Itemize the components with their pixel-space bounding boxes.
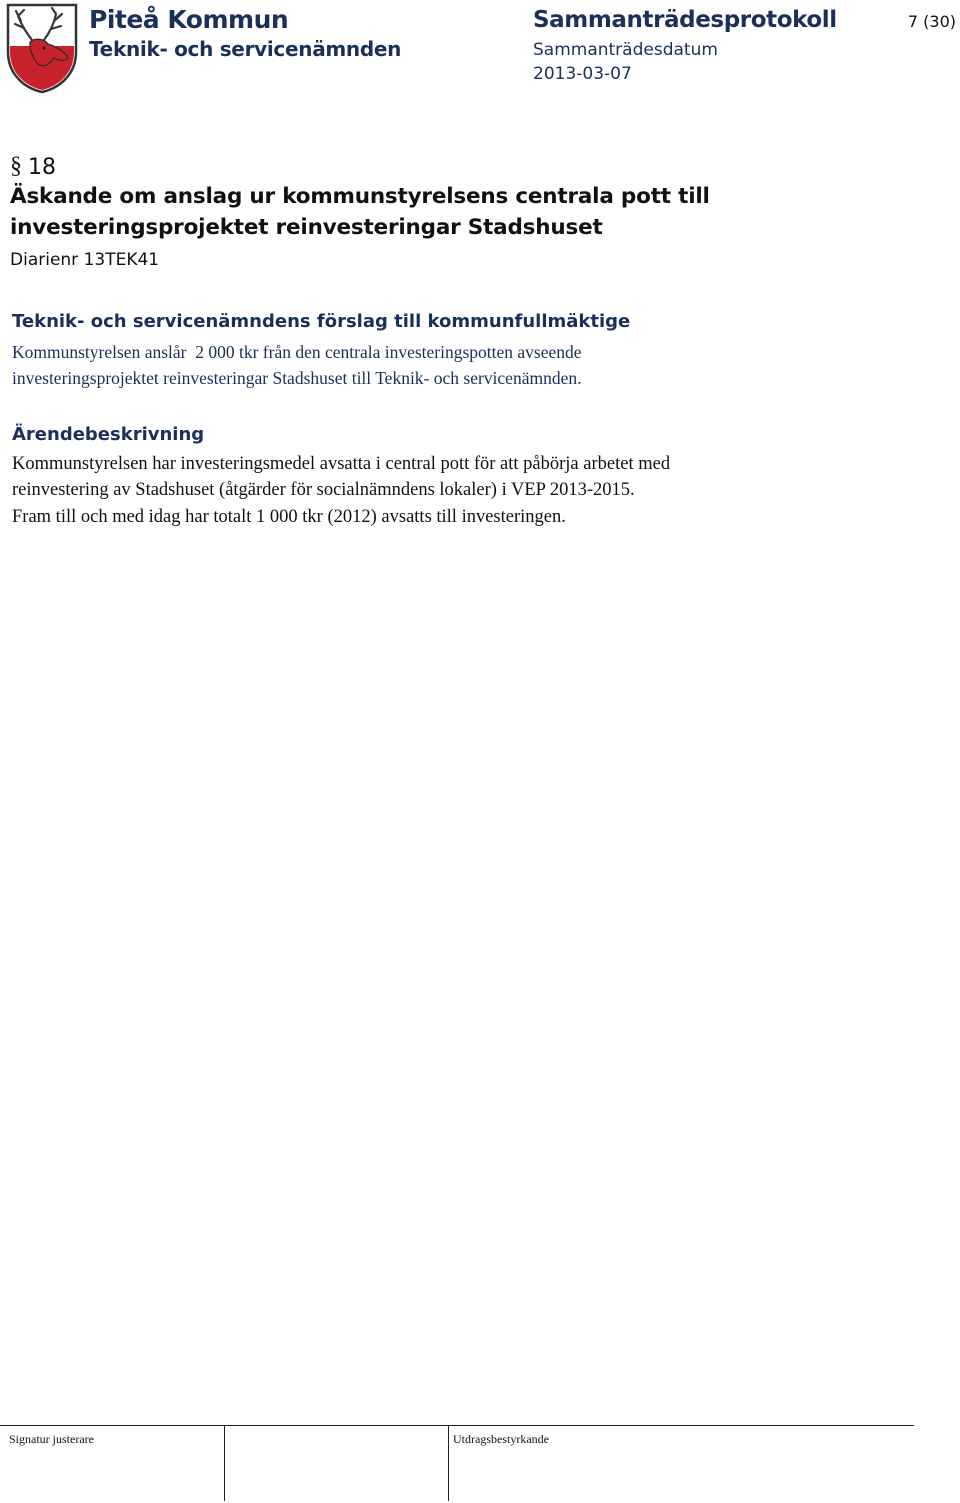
meeting-date-value: 2013-03-07 xyxy=(533,64,632,84)
footer-divider xyxy=(0,1425,914,1426)
section-symbol: § xyxy=(10,153,22,179)
section-number: 18 xyxy=(28,155,56,180)
case-number: Diarienr 13TEK41 xyxy=(10,250,160,270)
section-title-line: Äskande om anslag ur kommunstyrelsens centrala pott till xyxy=(10,184,710,209)
logo xyxy=(4,2,80,94)
organization-name: Piteå Kommun xyxy=(89,5,289,34)
section-title-line: investeringsprojektet reinvesteringar Stadshuset xyxy=(10,215,603,240)
description-text-line: reinvestering av Stadshuset (åtgärder för socialnämndens lokaler) i VEP 2013-2015. xyxy=(12,480,635,500)
footer-column-divider xyxy=(224,1425,225,1501)
page-number: 7 (30) xyxy=(907,12,956,31)
footer-column-divider xyxy=(448,1425,449,1501)
description-text-line: Kommunstyrelsen har investeringsmedel avsatta i central pott för att påbörja arbetet med xyxy=(12,454,671,474)
document-type: Sammanträdesprotokoll xyxy=(533,7,837,33)
proposal-heading: Teknik- och servicenämndens förslag till kommunfullmäktige xyxy=(12,311,631,332)
reindeer-coat-of-arms-icon xyxy=(4,2,80,94)
proposal-text-line: investeringsprojektet reinvesteringar Stadshuset till Teknik- och servicenämnden. xyxy=(12,368,582,388)
description-text-line: Fram till och med idag har totalt 1 000 tkr (2012) avsatts till investeringen. xyxy=(12,507,566,527)
description-heading: Ärendebeskrivning xyxy=(12,424,205,445)
signature-label: Signatur justerare xyxy=(9,1432,94,1446)
committee-name: Teknik- och servicenämnden xyxy=(89,37,402,61)
meeting-date-label: Sammanträdesdatum xyxy=(533,40,718,60)
proposal-text-line: Kommunstyrelsen anslår 2 000 tkr från den centrala investeringspotten avseende xyxy=(12,342,582,362)
certification-label: Utdragsbestyrkande xyxy=(453,1432,549,1446)
